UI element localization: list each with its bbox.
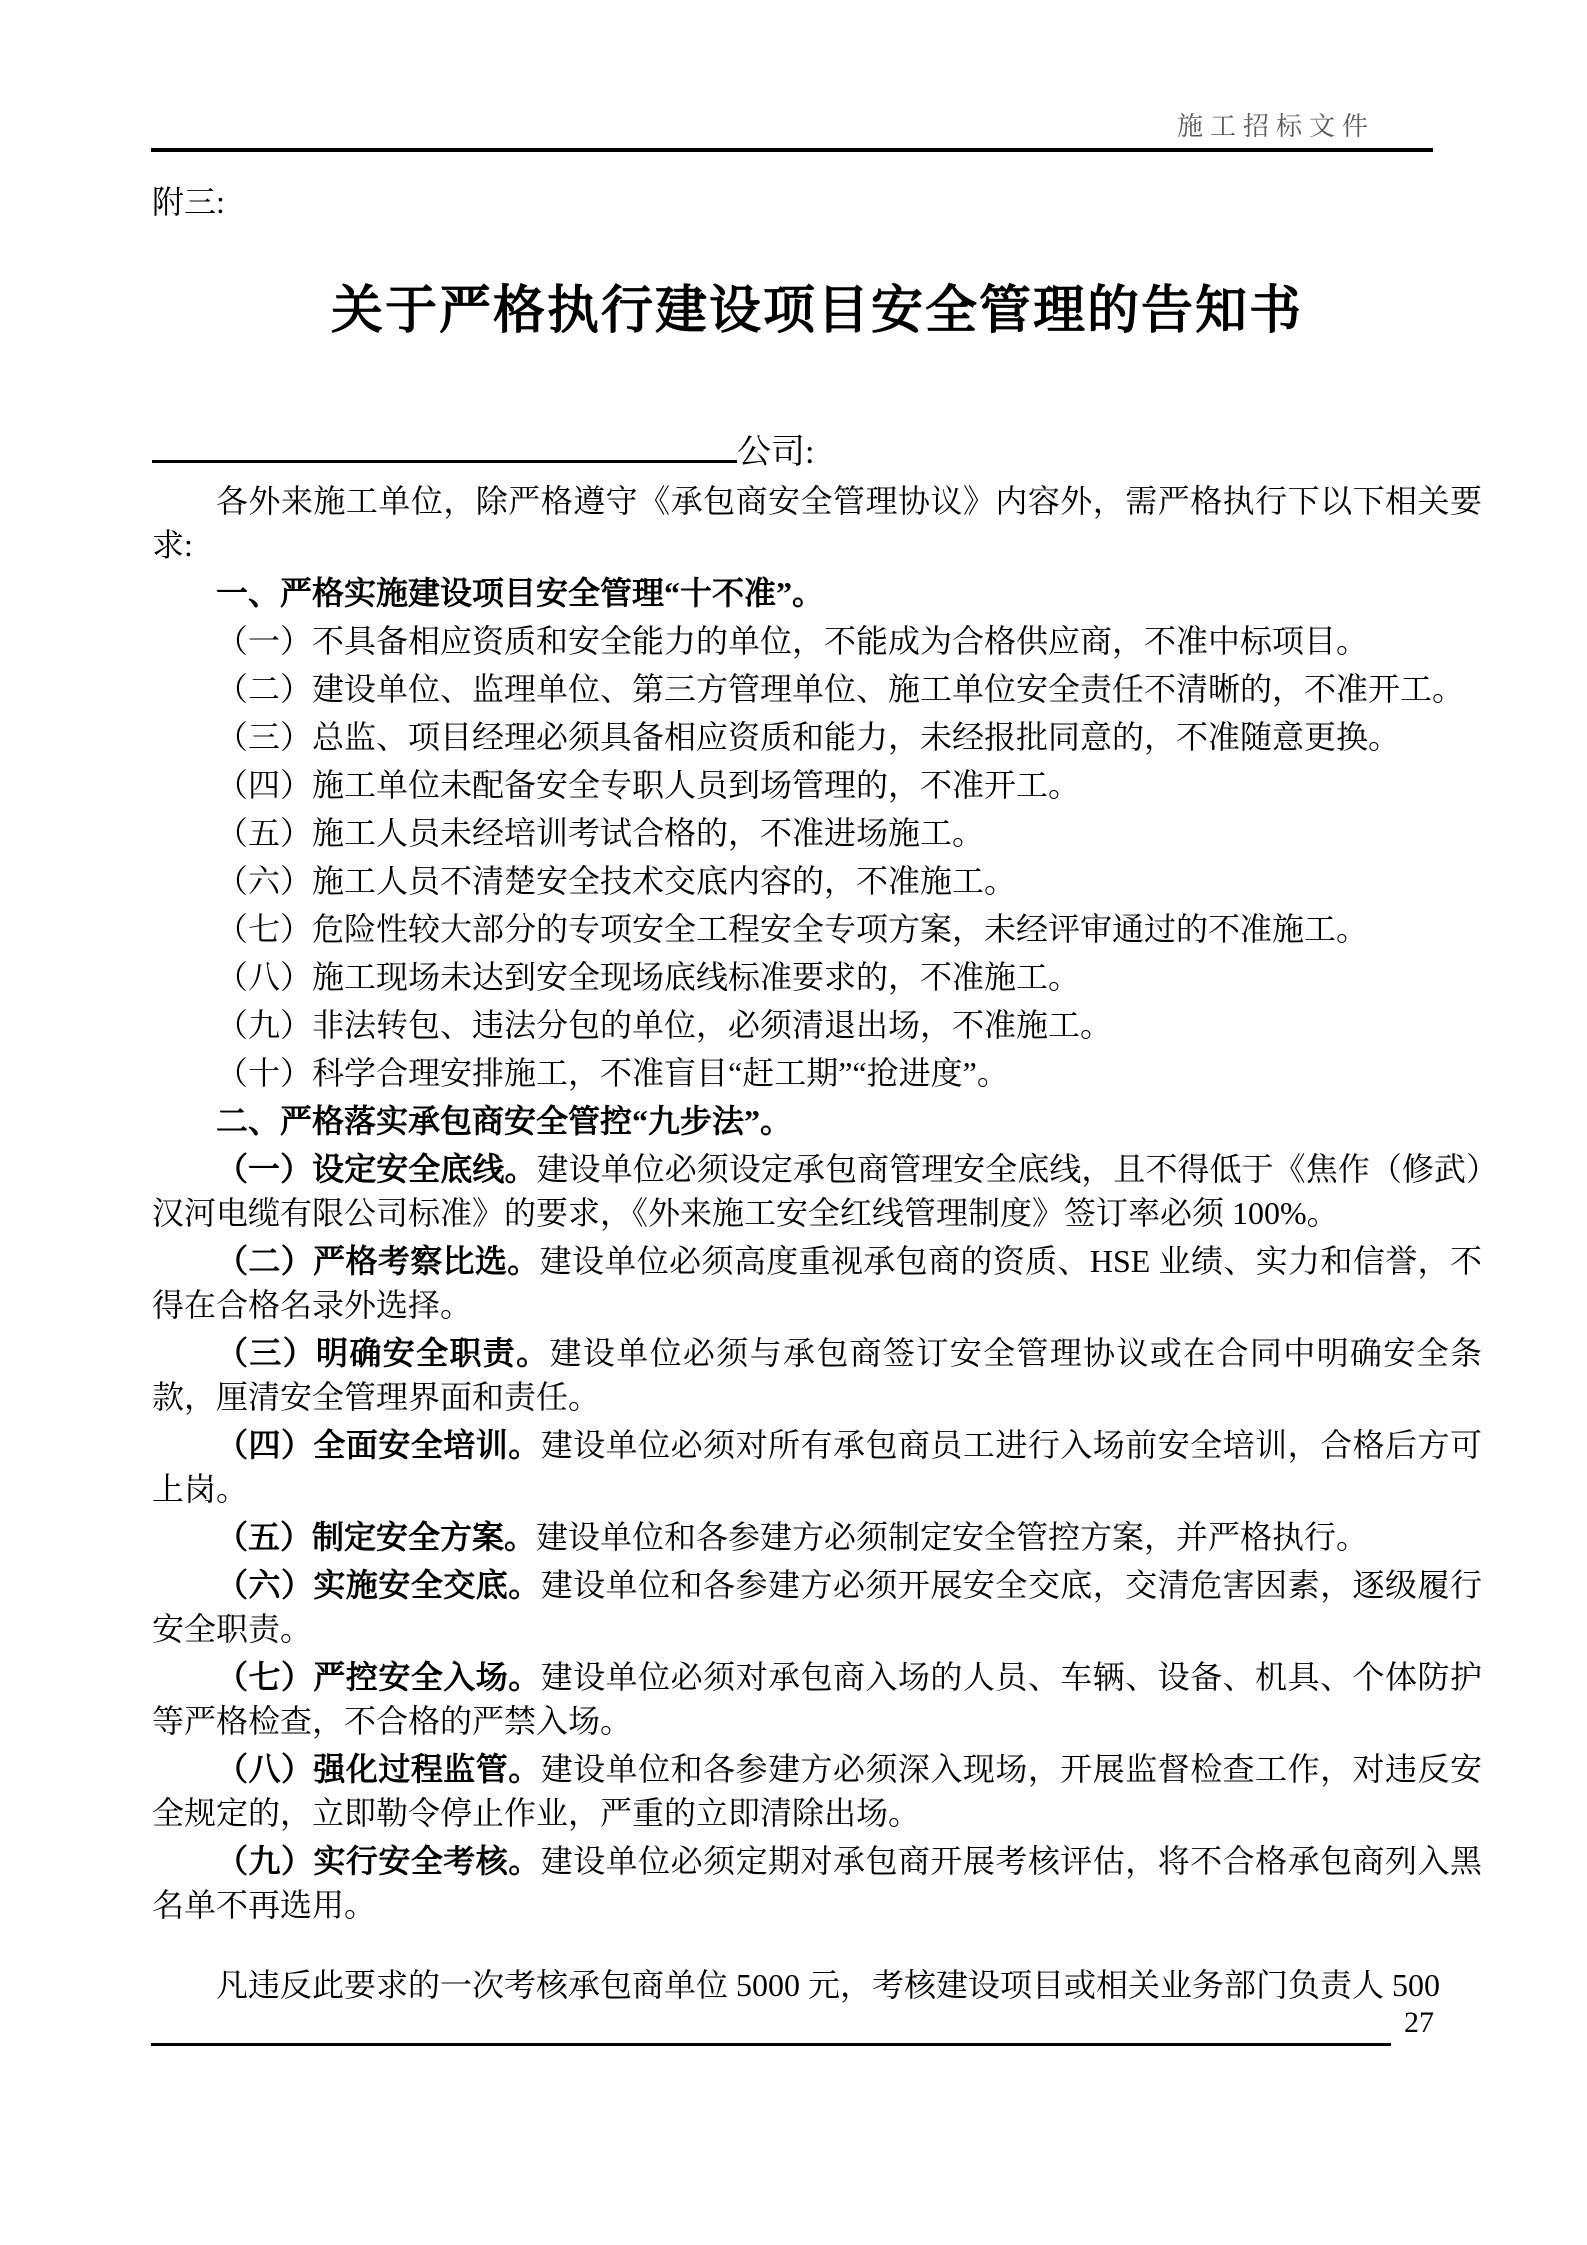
notice-item: （九）非法转包、违法分包的单位，必须清退出场，不准施工。 xyxy=(216,1007,1113,1043)
page-title: 关于严格执行建设项目安全管理的告知书 xyxy=(330,283,1303,340)
notice-item: （四）施工单位未配备安全专职人员到场管理的，不准开工。 xyxy=(216,767,1081,803)
notice-item: （五）施工人员未经培训考试合格的，不准进场施工。 xyxy=(216,815,985,851)
notice-item: （一）不具备相应资质和安全能力的单位，不能成为合格供应商，不准中标项目。 xyxy=(216,623,1369,659)
section1-heading: 一、严格实施建设项目安全管理“十不准”。 xyxy=(216,575,825,611)
notice-item: （三）总监、项目经理必须具备相应资质和能力，未经报批同意的，不准随意更换。 xyxy=(216,719,1401,755)
step-lead: （八）强化过程监管。 xyxy=(216,1751,541,1787)
document-body xyxy=(152,180,1482,2011)
step-item xyxy=(152,1239,1482,1327)
step-body: 建设单位必须与承包商签订安全管理协议或在合同中明确安全条款，厘清安全管理界面和责任。 xyxy=(152,1335,1482,1415)
notice-item: （八）施工现场未达到安全现场底线标准要求的，不准施工。 xyxy=(216,959,1081,995)
step-item xyxy=(152,1515,1482,1559)
step-item xyxy=(152,1331,1482,1419)
step-item xyxy=(152,1423,1482,1511)
step-item xyxy=(152,1563,1482,1651)
step-item xyxy=(152,1147,1482,1235)
step-body: 建设单位必须高度重视承包商的资质、HSE 业绩、实力和信誉，不得在合格名录外选择。 xyxy=(152,1243,1482,1323)
step-lead: （六）实施安全交底。 xyxy=(216,1567,541,1603)
intro-paragraph: 各外来施工单位，除严格遵守《承包商安全管理协议》内容外，需严格执行下以下相关要求: xyxy=(152,483,1482,563)
step-body: 建设单位必须对所有承包商员工进行入场前安全培训，合格后方可上岗。 xyxy=(152,1427,1482,1507)
step-lead: （七）严控安全入场。 xyxy=(216,1659,541,1695)
step-lead: （九）实行安全考核。 xyxy=(216,1843,541,1879)
salutation-line xyxy=(152,424,1482,475)
step-item xyxy=(152,1747,1482,1835)
notice-item: （七）危险性较大部分的专项安全工程安全专项方案，未经评审通过的不准施工。 xyxy=(216,911,1369,947)
step-body: 建设单位和各参建方必须开展安全交底，交清危害因素，逐级履行安全职责。 xyxy=(152,1567,1482,1647)
page-number: 27 xyxy=(1404,2006,1434,2039)
step-body: 建设单位和各参建方必须制定安全管控方案，并严格执行。 xyxy=(536,1519,1369,1555)
step-lead: （二）严格考察比选。 xyxy=(216,1243,540,1279)
step-lead: （一）设定安全底线。 xyxy=(216,1151,537,1187)
step-lead: （五）制定安全方案。 xyxy=(216,1519,537,1555)
closing-paragraph: 凡违反此要求的一次考核承包商单位 5000 元，考核建设项目或相关业务部门负责人 500 xyxy=(216,1967,1441,2003)
section2-heading: 二、严格落实承包商安全管控“九步法”。 xyxy=(216,1103,793,1139)
notice-item: （六）施工人员不清楚安全技术交底内容的，不准施工。 xyxy=(216,863,1017,899)
attachment-label: 附三: xyxy=(152,184,225,220)
step-body: 建设单位和各参建方必须深入现场，开展监督检查工作，对违反安全规定的，立即勒令停止作业，严重的立即清除出场。 xyxy=(152,1751,1482,1831)
company-name-blank xyxy=(152,424,737,463)
header-rule xyxy=(151,148,1433,152)
step-lead: （四）全面安全培训。 xyxy=(216,1427,541,1463)
company-label: 公司: xyxy=(737,434,815,471)
step-item xyxy=(152,1839,1482,1927)
notice-item: （二）建设单位、监理单位、第三方管理单位、施工单位安全责任不清晰的，不准开工。 xyxy=(216,671,1465,707)
step-body: 建设单位必须设定承包商管理安全底线，且不得低于《焦作（修武）汉河电缆有限公司标准》的要求，《外来施工安全红线管理制度》签订率必须 100%。 xyxy=(152,1151,1482,1231)
step-body: 建设单位必须定期对承包商开展考核评估，将不合格承包商列入黑名单不再选用。 xyxy=(152,1843,1482,1923)
notice-item: （十）科学合理安排施工，不准盲目“赶工期”“抢进度”。 xyxy=(216,1055,1009,1091)
footer-rule xyxy=(151,2043,1391,2046)
step-item xyxy=(152,1655,1482,1743)
step-lead: （三）明确安全职责。 xyxy=(216,1335,550,1371)
step-body: 建设单位必须对承包商入场的人员、车辆、设备、机具、个体防护等严格检查，不合格的严禁入场。 xyxy=(152,1659,1482,1739)
page-header-doc-type: 施工招标文件 xyxy=(1176,112,1375,141)
